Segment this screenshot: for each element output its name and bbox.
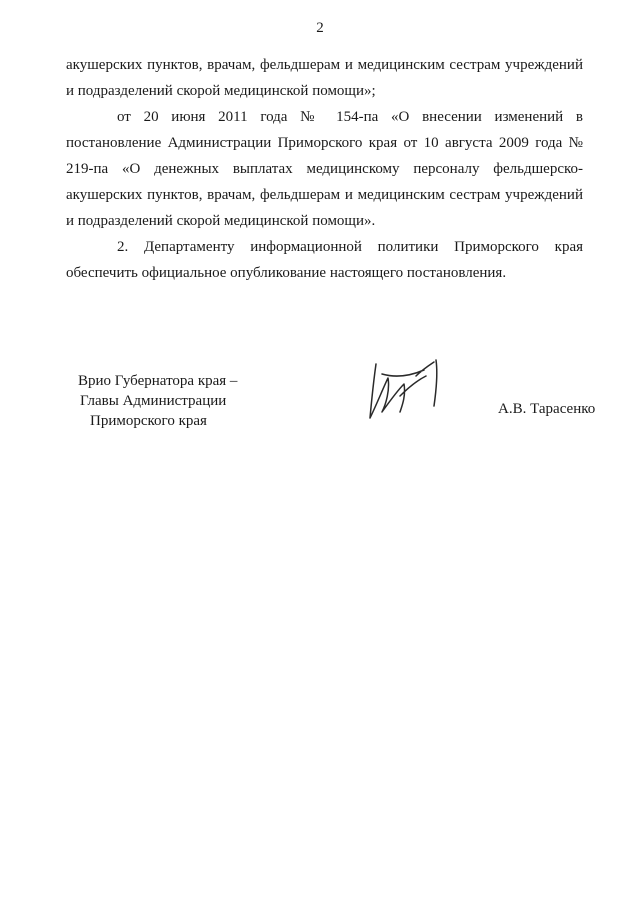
- signatory-title-line: Главы Администрации: [80, 393, 227, 409]
- paragraph-amendment: от 20 июня 2011 года № 154-па «О внесении изменений в постановление Администрации Приморского края от 10 августа 2009 года № 219-па «О денежных выплатах медицинскому персоналу фельдшерско-акушерских пунктов, врачам, фельдшерам и медицинским сестрам учреждений и подразделений скорой медицинской помощи».: [66, 109, 583, 229]
- paragraph-item-2: 2. Департаменту информационной политики Приморского края обеспечить официальное опубликование настоящего постановления.: [66, 239, 583, 281]
- signer-name: А.В. Тарасенко: [498, 401, 596, 417]
- signatory-title: [78, 371, 237, 431]
- signatory-title-line: Приморского края: [90, 413, 207, 429]
- signatory-title-line: Врио Губернатора края –: [78, 373, 238, 389]
- document-body: [66, 52, 583, 286]
- handwritten-signature: [362, 356, 462, 426]
- paragraph-continuation: акушерских пунктов, врачам, фельдшерам и медицинским сестрам учреждений и подразделений скорой медицинской помощи»;: [66, 57, 583, 99]
- page-number: 2: [316, 20, 324, 36]
